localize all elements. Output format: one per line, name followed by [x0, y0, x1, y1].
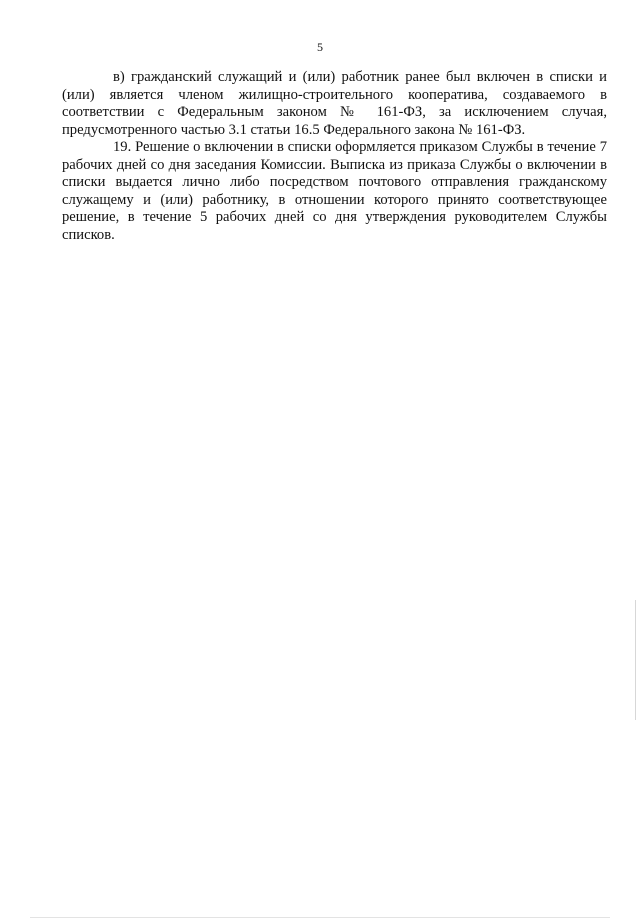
page-number: 5	[317, 40, 323, 54]
document-body	[62, 69, 607, 244]
paragraph-item-v: в) гражданский служащий и (или) работник ранее был включен в списки и (или) является членом жилищно-строительного кооператива, создаваемого в соответствии с Федеральным законом № 161-ФЗ, за исключением случая, предусмотренного частью 3.1 статьи 16.5 Федерального закона № 161-ФЗ.	[62, 69, 607, 138]
scan-bottom-edge	[30, 917, 610, 918]
scan-edge-mark	[635, 600, 636, 720]
paragraph-19: 19. Решение о включении в списки оформляется приказом Службы в течение 7 рабочих дней со дня заседания Комиссии. Выписка из приказа Службы о включении в списки выдается лично либо посредством почтового отправления гражданскому служащему и (или) работнику, в отношении которого принято соответствующее решение, в течение 5 рабочих дней со дня утверждения руководителем Службы списков.	[62, 139, 607, 243]
